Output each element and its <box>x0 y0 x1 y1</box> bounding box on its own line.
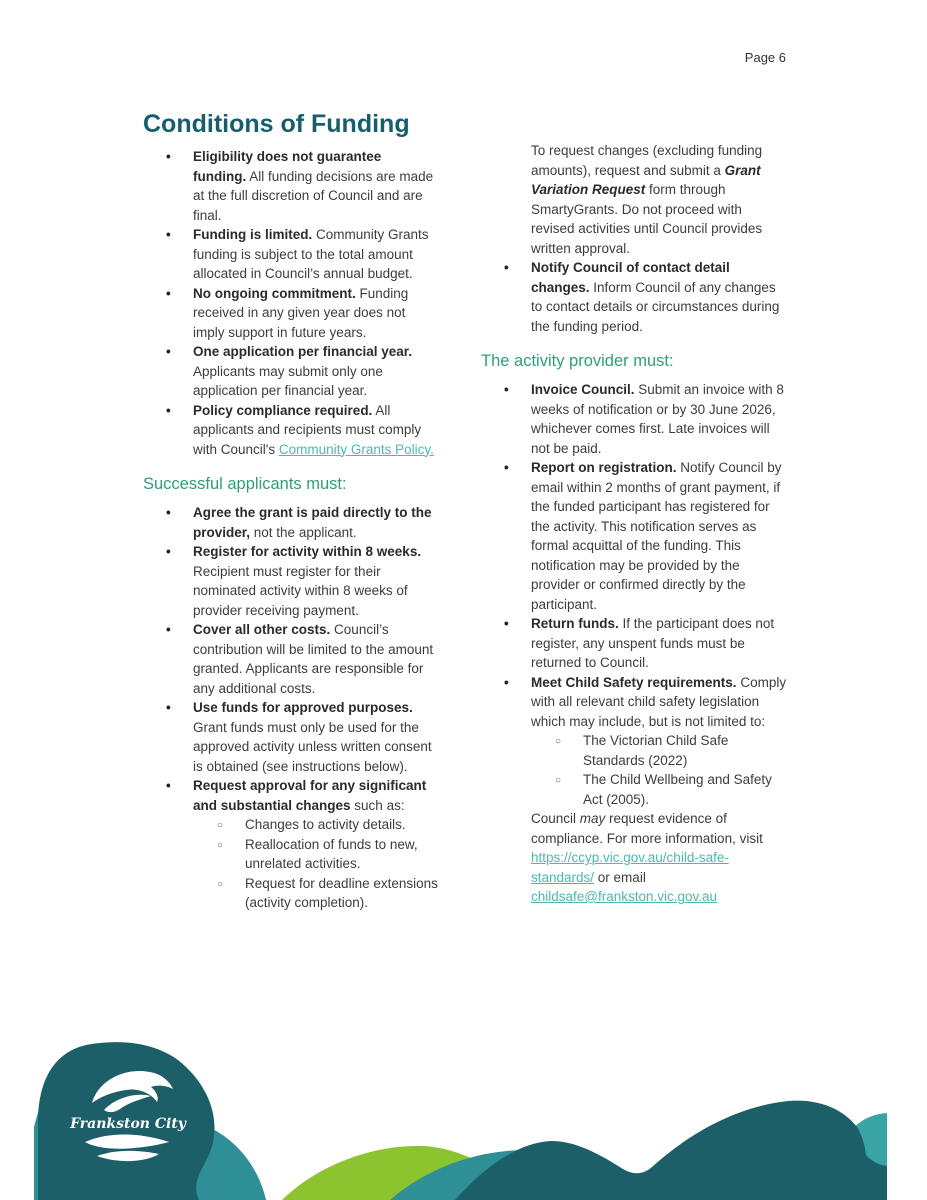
list-item <box>143 698 438 776</box>
list-item <box>143 401 438 460</box>
variation-paragraph <box>481 141 787 258</box>
successful-applicants-list <box>143 503 438 913</box>
compliance-paragraph <box>531 809 787 907</box>
bullet-text: Comply with all relevant child safety legislation which may include, but is not limited to: <box>531 674 787 729</box>
paragraph-italic: may <box>579 811 606 826</box>
logo-wordmark: Frankston City <box>70 1116 186 1132</box>
paragraph-text: form through SmartyGrants. Do not proceed with revised activities until Council provides written approval. <box>531 182 763 256</box>
list-item <box>143 147 438 225</box>
bullet-text: such as: <box>350 797 405 813</box>
bullet-bold: Eligibility does not guarantee funding. <box>193 149 382 184</box>
sub-list-item: ○ The Victorian Child Safe Standards (2022) <box>531 731 787 770</box>
bullet-text: Council’s contribution will be limited to the amount granted. Applicants are responsible for any additional costs. <box>193 622 434 696</box>
right-column <box>481 110 787 907</box>
list-item <box>481 458 787 614</box>
community-grants-policy-link[interactable]: Community Grants Policy. <box>278 441 434 457</box>
subheading-activity-provider: The activity provider must: <box>481 352 674 370</box>
bullet-text: Funding received in any given year does not imply support in future years. <box>193 285 409 340</box>
wave-dark-right <box>455 1101 887 1200</box>
bullet-bold: Request approval for any significant and substantial changes <box>193 778 427 813</box>
bullet-bold: No ongoing commitment. <box>193 285 356 301</box>
list-item <box>481 614 787 673</box>
sub-list-item: ○ The Child Wellbeing and Safety Act (2005). <box>531 770 787 809</box>
childsafe-email-link[interactable]: childsafe@frankston.vic.gov.au <box>531 889 718 904</box>
bullet-text: If the participant does not register, any unspent funds must be returned to Council. <box>531 616 775 670</box>
bullet-text: Inform Council of any changes to contact details or circumstances during the funding period. <box>531 279 780 334</box>
bullet-text: not the applicant. <box>250 524 357 540</box>
bullet-bold: Meet Child Safety requirements. <box>531 674 737 690</box>
bullet-bold: Report on registration. <box>531 460 677 475</box>
list-item <box>143 776 438 913</box>
notify-list <box>481 258 787 336</box>
bullet-text: Submit an invoice with 8 weeks of notification or by 30 June 2026, whichever comes first. Late invoices will not be paid. <box>531 382 784 456</box>
bullet-bold: Funding is limited. <box>193 227 313 242</box>
list-item <box>143 284 438 343</box>
page-content <box>143 110 887 913</box>
changes-sublist <box>193 815 438 913</box>
list-item <box>143 342 438 401</box>
bullet-bold: One application per financial year. <box>193 344 413 359</box>
list-item <box>481 673 787 907</box>
activity-provider-list <box>481 380 787 907</box>
bullet-bold: Policy compliance required. <box>193 402 373 418</box>
bullet-bold: Invoice Council. <box>531 382 635 397</box>
bullet-bold: Register for activity within 8 weeks. <box>193 544 422 559</box>
bullet-bold: Cover all other costs. <box>193 622 331 637</box>
list-item <box>481 258 787 336</box>
list-item <box>143 225 438 284</box>
footer-waves-graphic <box>0 1015 927 1200</box>
page-title: Conditions of Funding <box>143 110 410 138</box>
child-safety-sublist <box>531 731 787 809</box>
list-item <box>143 542 438 620</box>
subheading-successful-applicants: Successful applicants must: <box>143 475 347 493</box>
list-item <box>143 503 438 542</box>
sub-list-item: ○ Changes to activity details. <box>193 815 438 835</box>
paragraph-emphasis: Grant Variation Request <box>531 162 761 197</box>
paragraph-text: Council <box>531 811 580 826</box>
paragraph-text: To request changes (excluding funding amounts), request and submit a <box>531 143 763 178</box>
bullet-bold: Use funds for approved purposes. <box>193 700 413 715</box>
page-number: Page 6 <box>744 50 786 65</box>
list-item <box>481 380 787 458</box>
bullet-text: Applicants may submit only one application per financial year. <box>193 363 383 398</box>
bullet-text: Grant funds must only be used for the approved activity unless written consent is obtained (see instructions below). <box>193 719 432 774</box>
paragraph-text: or email <box>594 869 646 885</box>
bullet-text: All funding decisions are made at the full discretion of Council and are final. <box>193 168 434 223</box>
child-safe-standards-link[interactable]: https://ccyp.vic.gov.au/child-safe-standards/ <box>531 850 729 885</box>
bullet-text: Notify Council by email within 2 months of grant payment, if the funded participant has registered for the activity. This notification serves as formal acquittal of the funding. This notification may be provided by the provider or confirmed directly by the participant. <box>531 460 782 612</box>
conditions-list <box>143 147 438 459</box>
bullet-bold: Return funds. <box>531 616 619 631</box>
footer-artwork <box>0 1015 927 1200</box>
paragraph-text: request evidence of compliance. For more information, visit <box>531 811 763 846</box>
sub-list-item: ○ Reallocation of funds to new, unrelated activities. <box>193 835 438 874</box>
bullet-bold: Notify Council of contact detail changes. <box>531 260 730 295</box>
left-column <box>143 110 438 913</box>
bullet-text: All applicants and recipients must comply with Council's <box>193 402 422 457</box>
bullet-text: Recipient must register for their nominated activity within 8 weeks of provider receiving payment. <box>193 563 408 618</box>
bullet-text: Community Grants funding is subject to the total amount allocated in Council’s annual budget. <box>193 227 429 281</box>
bullet-bold: Agree the grant is paid directly to the provider, <box>193 505 432 540</box>
sub-list-item: ○ Request for deadline extensions (activity completion). <box>193 874 438 913</box>
list-item <box>143 620 438 698</box>
